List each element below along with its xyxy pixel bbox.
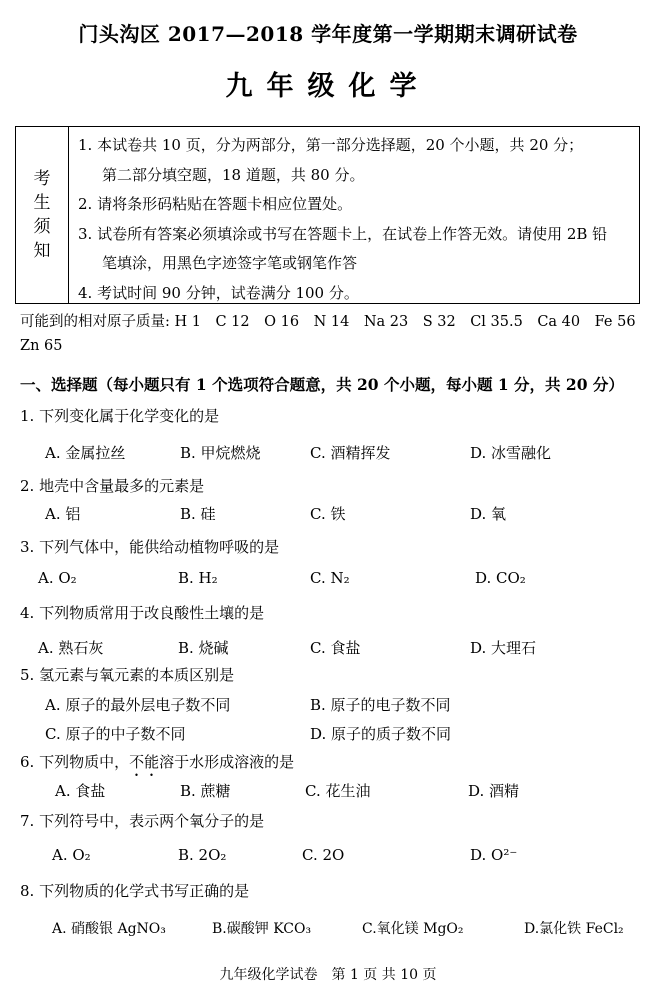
- question-option: D. 氧: [470, 505, 507, 523]
- notice-items: [78, 131, 635, 308]
- question-option: A. 硝酸银 AgNO₃: [52, 921, 166, 937]
- question-option: A. 原子的最外层电子数不同: [45, 696, 231, 714]
- question-option: D. O²⁻: [470, 846, 518, 864]
- question-option: C.氧化镁 MgO₂: [362, 921, 464, 937]
- notice-item: 第二部分填空题，18 道题，共 80 分。: [102, 165, 365, 184]
- question-option: B. 硅: [180, 505, 216, 523]
- question-stem-part: 6. 下列物质中，: [20, 753, 130, 771]
- question-option: B. 甲烷燃烧: [180, 444, 261, 462]
- exam-title: 门头沟区 2017—2018 学年度第一学期期末调研试卷: [78, 22, 578, 46]
- notice-item: 3. 试卷所有答案必须填涂或书写在答题卡上，在试卷上作答无效。请使用 2B 铅: [78, 224, 608, 243]
- question-option: C. N₂: [310, 569, 350, 587]
- question-option: C. 2O: [302, 846, 345, 864]
- question-option: C. 食盐: [310, 639, 361, 657]
- notice-label-char: 生: [33, 193, 51, 213]
- atomic-masses-cont: Zn 65: [20, 338, 63, 354]
- question-option: C. 花生油: [305, 782, 371, 800]
- question-option: C. 铁: [310, 505, 346, 523]
- question-stem: 8. 下列物质的化学式书写正确的是: [20, 882, 250, 900]
- notice-label-char: 考: [33, 169, 51, 189]
- question-option: C. 原子的中子数不同: [45, 725, 186, 743]
- notice-item: 2. 请将条形码粘贴在答题卡相应位置处。: [78, 195, 353, 213]
- emphasized-not: 不能: [129, 753, 160, 771]
- section-title: 一、选择题（每小题只有 1 个选项符合题意，共 20 个小题，每小题 1 分，共 20 分）: [20, 375, 624, 394]
- subject-title: 九年级化学: [225, 71, 431, 102]
- question-stem: 3. 下列气体中，能供给动植物呼吸的是: [20, 538, 280, 556]
- question-option: B. 烧碱: [178, 639, 229, 657]
- question-option: A. 铝: [45, 505, 81, 523]
- notice-item: 笔填涂，用黑色字迹签字笔或钢笔作答: [102, 254, 358, 272]
- question-option: B. 原子的电子数不同: [310, 696, 451, 714]
- question-option: D.氯化铁 FeCl₂: [524, 921, 624, 937]
- question-stem: 1. 下列变化属于化学变化的是: [20, 407, 220, 425]
- notice-label-char: 知: [33, 241, 51, 261]
- question-option: A. O₂: [38, 569, 77, 587]
- question-option: A. 金属拉丝: [45, 444, 126, 462]
- question-option: D. 原子的质子数不同: [310, 725, 452, 743]
- question-option: D. 冰雪融化: [470, 444, 552, 462]
- question-stem: 4. 下列物质常用于改良酸性土壤的是: [20, 604, 265, 622]
- question-stem: 2. 地壳中含量最多的元素是: [20, 477, 205, 495]
- atomic-masses: 可能到的相对原子质量: H 1 C 12 O 16 N 14 Na 23 S 32 Cl 35.5 Ca 40 Fe 56: [20, 314, 636, 330]
- question-option: B. H₂: [178, 569, 218, 587]
- notice-item: 1. 本试卷共 10 页，分为两部分，第一部分选择题，20 个小题，共 20 分；: [78, 136, 584, 154]
- question-option: D. 酒精: [468, 782, 520, 800]
- question-option: A. 熟石灰: [38, 639, 104, 657]
- question-stem-part: 溶于水形成溶液的是: [159, 753, 295, 771]
- question-option: D. 大理石: [470, 639, 537, 657]
- question-option: A. O₂: [52, 846, 91, 864]
- question-stem: 5. 氢元素与氧元素的本质区别是: [20, 666, 235, 684]
- question-option: B. 2O₂: [178, 846, 227, 864]
- question-option: C. 酒精挥发: [310, 444, 391, 462]
- question-stem: [20, 751, 294, 780]
- notice-label: [16, 127, 69, 303]
- notice-item: 4. 考试时间 90 分钟，试卷满分 100 分。: [78, 283, 359, 302]
- notice-label-char: 须: [33, 217, 51, 237]
- page-footer: 九年级化学试卷 第 1 页 共 10 页: [219, 967, 437, 983]
- question-option: A. 食盐: [55, 782, 106, 800]
- question-stem: 7. 下列符号中，表示两个氧分子的是: [20, 812, 265, 830]
- question-option: B.碳酸钾 KCO₃: [212, 921, 312, 937]
- exam-notice-box: [15, 126, 640, 304]
- question-option: D. CO₂: [475, 569, 526, 587]
- question-option: B. 蔗糖: [180, 782, 231, 800]
